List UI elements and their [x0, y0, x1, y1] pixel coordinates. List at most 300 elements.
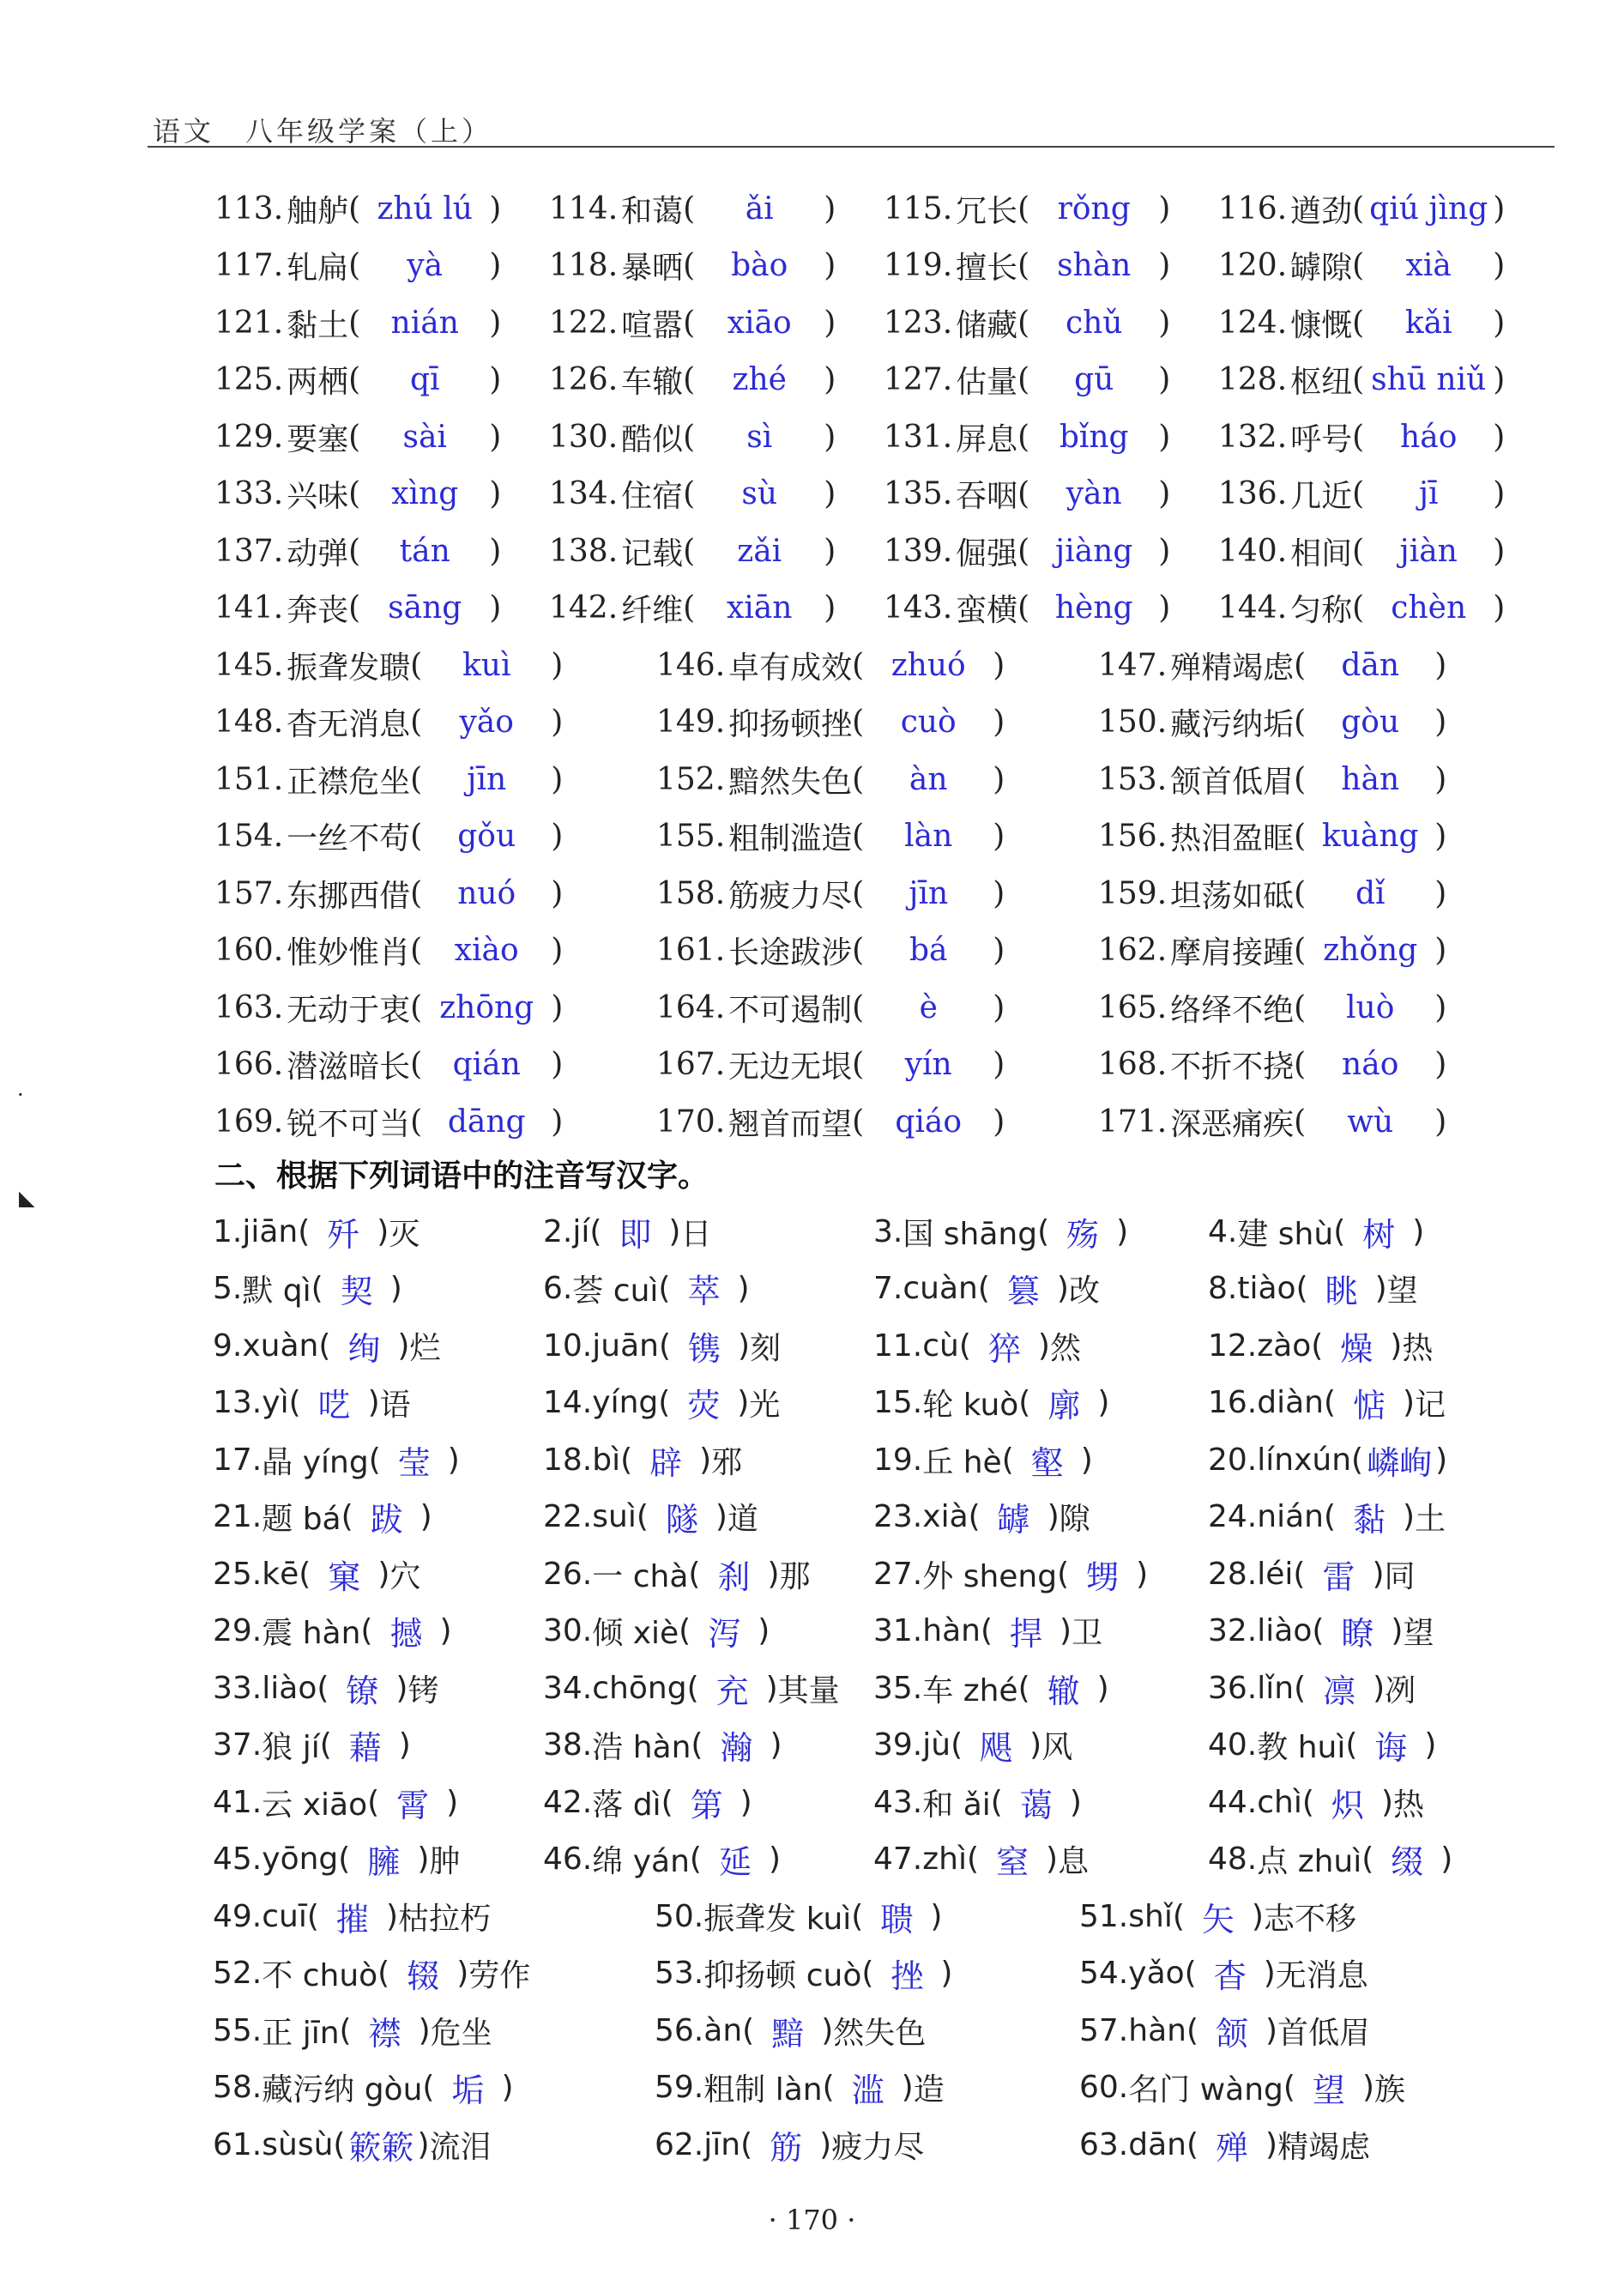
answer-item: [213, 1779, 543, 1826]
item-character-answer: 炽: [1331, 1786, 1364, 1824]
answer-item: [213, 1665, 543, 1712]
item-word: 无动于衷: [287, 992, 411, 1028]
answer-item: [656, 1100, 1098, 1144]
item-number: 58.: [213, 2070, 263, 2106]
answer-row: [214, 352, 1553, 409]
close-paren: ): [385, 1898, 398, 1934]
answer-item: [1079, 1893, 1508, 1940]
answer-item: [1218, 301, 1553, 345]
answer-item: [1208, 1665, 1551, 1712]
close-paren: ): [824, 590, 836, 626]
answer-item: [656, 872, 1098, 916]
item-character-answer: 辟: [649, 1443, 683, 1482]
open-paren: (: [1293, 1556, 1306, 1592]
close-paren: ): [993, 761, 1005, 797]
item-pinyin-prompt: zhì: [922, 1842, 967, 1878]
item-pinyin-answer: jīn: [467, 761, 507, 797]
answer-item: [1208, 1322, 1551, 1370]
answer-item: [884, 415, 1218, 459]
close-paren: ): [668, 1213, 681, 1249]
open-paren: (: [1352, 362, 1365, 398]
item-pinyin-prompt: 绵 yán: [592, 1844, 690, 1880]
item-pinyin-answer: qiáo: [895, 1104, 963, 1140]
open-paren: (: [348, 248, 361, 284]
item-pinyin-prompt: 藏污纳 gòu: [262, 2072, 423, 2108]
close-paren: ): [1434, 1104, 1447, 1140]
item-word: 匀称: [1290, 593, 1353, 629]
answer-row: [213, 1831, 1551, 1889]
open-paren: (: [318, 1328, 331, 1364]
answer-item: [873, 1493, 1208, 1540]
item-character-answer: 缀: [1391, 1843, 1424, 1882]
answer-item: [873, 1322, 1208, 1370]
close-paren: ): [1434, 1047, 1447, 1083]
close-paren: ): [1096, 1670, 1109, 1706]
item-number: 28.: [1208, 1556, 1258, 1592]
item-number: 61.: [213, 2126, 263, 2162]
close-paren: ): [551, 705, 564, 741]
item-number: 11.: [873, 1328, 923, 1364]
item-number: 151.: [214, 761, 284, 797]
answer-item: [549, 187, 884, 231]
answer-item: [214, 358, 549, 402]
item-number: 63.: [1079, 2126, 1129, 2162]
answer-row: [214, 808, 1553, 866]
item-number: 19.: [873, 1442, 923, 1478]
item-character-answer: 镣: [346, 1672, 379, 1710]
close-paren: ): [1265, 2012, 1278, 2048]
item-number: 128.: [1218, 362, 1288, 398]
item-pinyin-prompt: jiān: [242, 1213, 299, 1249]
answer-row: [213, 2116, 1551, 2174]
answer-row: [213, 1717, 1551, 1775]
item-pinyin-prompt: liào: [1257, 1613, 1313, 1649]
item-number: 167.: [656, 1047, 726, 1083]
item-suffix: 族: [1373, 2072, 1405, 2108]
answer-item: [1208, 1265, 1551, 1312]
open-paren: (: [1057, 1556, 1070, 1592]
answer-item: [214, 928, 656, 972]
answer-item: [873, 1721, 1208, 1769]
open-paren: (: [338, 1842, 351, 1878]
close-paren: ): [551, 761, 564, 797]
item-pinyin-prompt: 建 shù: [1237, 1216, 1334, 1252]
close-paren: ): [699, 1442, 712, 1478]
close-paren: ): [389, 1271, 402, 1307]
answer-row: [214, 238, 1553, 295]
open-paren: (: [1311, 1328, 1324, 1364]
close-paren: ): [1493, 362, 1506, 398]
close-paren: ): [1158, 362, 1171, 398]
open-paren: (: [1294, 989, 1307, 1025]
margin-mark: ◣: [19, 1186, 35, 1210]
item-character-answer: 黯: [771, 2014, 805, 2053]
item-character-answer: 摧: [335, 1900, 369, 1938]
item-pinyin-prompt: nián: [1257, 1499, 1324, 1535]
item-number: 157.: [214, 875, 284, 911]
item-character-answer: 凛: [1323, 1672, 1356, 1710]
answer-item: [213, 1379, 543, 1426]
item-number: 140.: [1218, 533, 1288, 569]
open-paren: (: [636, 1499, 649, 1535]
item-pinyin-prompt: 落 dì: [592, 1787, 661, 1823]
open-paren: (: [683, 590, 696, 626]
close-paren: ): [395, 1670, 408, 1706]
answer-item: [213, 1721, 543, 1769]
item-character-answer: 矢: [1201, 1900, 1235, 1938]
open-paren: (: [589, 1213, 602, 1249]
open-paren: (: [410, 819, 423, 855]
item-pinyin-prompt: 云 xiāo: [262, 1787, 368, 1823]
open-paren: (: [691, 1727, 703, 1763]
open-paren: (: [1301, 1784, 1314, 1820]
answer-item: [1098, 758, 1540, 801]
item-word: 长途跋涉: [728, 935, 853, 971]
close-paren: ): [1069, 1784, 1082, 1820]
item-number: 26.: [543, 1556, 593, 1592]
item-character-answer: 甥: [1086, 1557, 1120, 1596]
open-paren: (: [1351, 1442, 1364, 1478]
item-pinyin-answer: qián: [452, 1047, 521, 1083]
close-paren: ): [1434, 819, 1447, 855]
close-paren: ): [1424, 1727, 1437, 1763]
close-paren: ): [770, 1727, 782, 1763]
item-number: 159.: [1098, 875, 1168, 911]
item-suffix: 劳作: [468, 1958, 531, 1994]
character-answer-section: [213, 1203, 1551, 2174]
item-character-answer: 第: [690, 1786, 723, 1824]
answer-item: [1208, 1721, 1551, 1769]
open-paren: (: [686, 1670, 699, 1706]
answer-item: [1079, 2121, 1508, 2168]
answer-item: [214, 644, 656, 687]
item-word: 记载: [621, 535, 684, 572]
item-pinyin-prompt: suì: [592, 1499, 637, 1535]
item-pinyin-answer: nuó: [457, 875, 516, 911]
item-number: 53.: [655, 1956, 704, 1992]
item-number: 121.: [214, 305, 284, 341]
answer-row: [213, 1375, 1551, 1432]
close-paren: ): [1116, 1213, 1129, 1249]
close-paren: ): [417, 1842, 430, 1878]
close-paren: ): [551, 875, 564, 911]
item-suffix: 隙: [1059, 1502, 1090, 1538]
item-number: 24.: [1208, 1499, 1258, 1535]
item-suffix: 记: [1415, 1388, 1446, 1424]
answer-item: [656, 644, 1098, 687]
open-paren: (: [661, 1784, 673, 1820]
open-paren: (: [1352, 305, 1365, 341]
close-paren: ): [824, 476, 836, 512]
open-paren: (: [368, 1442, 381, 1478]
answer-item: [549, 472, 884, 516]
close-paren: ): [1435, 1442, 1448, 1478]
item-word: 遒劲: [1290, 193, 1353, 229]
item-character-answer: 垢: [451, 2071, 485, 2110]
pinyin-answer-section: [214, 180, 1553, 1151]
item-character-answer: 滥: [851, 2071, 884, 2110]
item-pinyin-answer: xiào: [454, 933, 519, 969]
answer-row: [214, 180, 1553, 238]
item-pinyin-prompt: tiào: [1237, 1271, 1296, 1307]
open-paren: (: [1017, 362, 1030, 398]
answer-item: [213, 1551, 543, 1598]
answer-row: [213, 1660, 1551, 1717]
item-character-answer: 撼: [389, 1615, 423, 1654]
close-paren: ): [551, 989, 564, 1025]
item-pinyin-prompt: xuàn: [242, 1328, 319, 1364]
answer-item: [214, 301, 549, 345]
item-character-answer: 簌簌: [348, 2128, 414, 2167]
close-paren: ): [1080, 1442, 1093, 1478]
close-paren: ): [1047, 1499, 1060, 1535]
item-number: 4.: [1208, 1213, 1238, 1249]
item-pinyin-answer: xiān: [726, 590, 793, 626]
item-pinyin-prompt: cù: [922, 1328, 959, 1364]
open-paren: (: [410, 1047, 423, 1083]
answer-item: [1218, 244, 1553, 287]
margin-mark: ·: [17, 1083, 24, 1107]
item-word: 摩肩接踵: [1170, 935, 1295, 971]
answer-item: [1218, 415, 1553, 459]
item-pinyin-prompt: yíng: [592, 1385, 659, 1421]
close-paren: ): [993, 933, 1005, 969]
answer-item: [884, 586, 1218, 630]
item-pinyin-prompt: 不 chuò: [262, 1958, 378, 1994]
close-paren: ): [1380, 1784, 1393, 1820]
close-paren: ): [993, 705, 1005, 741]
answer-row: [214, 466, 1553, 523]
open-paren: (: [1294, 647, 1307, 683]
answer-item: [884, 244, 1218, 287]
answer-item: [213, 2007, 655, 2054]
item-word: 黏土: [287, 307, 349, 343]
item-number: 30.: [543, 1613, 593, 1649]
close-paren: ): [715, 1499, 727, 1535]
open-paren: (: [852, 1047, 865, 1083]
item-pinyin-prompt: chì: [1257, 1784, 1302, 1820]
close-paren: ): [993, 1104, 1005, 1140]
close-paren: ): [1158, 305, 1171, 341]
open-paren: (: [620, 1442, 633, 1478]
open-paren: (: [341, 1499, 353, 1535]
item-character-answer: 聩: [880, 1900, 914, 1938]
item-character-answer: 殚: [1216, 2128, 1249, 2167]
item-suffix: 光: [749, 1388, 781, 1424]
open-paren: (: [990, 1784, 1003, 1820]
close-paren: ): [824, 533, 836, 569]
item-number: 22.: [543, 1499, 593, 1535]
item-character-answer: 颔: [1216, 2014, 1249, 2053]
item-number: 160.: [214, 933, 284, 969]
answer-item: [1208, 1436, 1551, 1484]
open-paren: (: [1324, 1385, 1337, 1421]
answer-item: [1208, 1208, 1551, 1255]
open-paren: (: [348, 590, 361, 626]
item-number: 57.: [1079, 2012, 1129, 2048]
item-suffix: 邪: [711, 1444, 743, 1480]
item-pinyin-answer: jiàn: [1399, 533, 1458, 569]
answer-item: [214, 529, 549, 573]
item-number: 136.: [1218, 476, 1288, 512]
answer-item: [884, 358, 1218, 402]
close-paren: ): [1434, 647, 1447, 683]
close-paren: ): [1265, 2126, 1278, 2162]
item-character-answer: 惦: [1353, 1387, 1386, 1425]
item-number: 132.: [1218, 419, 1288, 455]
answer-item: [214, 1100, 656, 1144]
open-paren: (: [410, 647, 423, 683]
open-paren: (: [980, 1613, 993, 1649]
item-number: 165.: [1098, 989, 1168, 1025]
close-paren: ): [489, 590, 502, 626]
item-suffix: 流泪: [429, 2129, 492, 2165]
item-word: 潜滋暗长: [287, 1049, 411, 1086]
close-paren: ): [824, 248, 836, 284]
item-number: 162.: [1098, 933, 1168, 969]
item-pinyin-prompt: línxún: [1257, 1442, 1352, 1478]
item-number: 139.: [884, 533, 953, 569]
item-number: 25.: [213, 1556, 263, 1592]
answer-item: [873, 1836, 1208, 1883]
close-paren: ): [397, 1328, 410, 1364]
item-pinyin-answer: zhé: [732, 362, 787, 398]
item-number: 123.: [884, 305, 953, 341]
answer-item: [873, 1779, 1208, 1826]
open-paren: (: [1345, 1727, 1358, 1763]
answer-item: [1079, 1950, 1508, 1997]
answer-item: [656, 758, 1098, 801]
item-number: 6.: [543, 1271, 573, 1307]
item-number: 35.: [873, 1670, 923, 1706]
answer-item: [543, 1779, 873, 1826]
item-pinyin-prompt: 荟 cuì: [572, 1273, 659, 1309]
close-paren: ): [1434, 989, 1447, 1025]
close-paren: ): [489, 305, 502, 341]
item-pinyin-prompt: yì: [262, 1385, 289, 1421]
item-character-answer: 廓: [1047, 1387, 1081, 1425]
item-word: 藏污纳垢: [1170, 707, 1295, 743]
close-paren: ): [489, 362, 502, 398]
close-paren: ): [1158, 419, 1171, 455]
close-paren: ): [1060, 1613, 1072, 1649]
close-paren: ): [993, 1047, 1005, 1083]
item-number: 23.: [873, 1499, 923, 1535]
item-character-answer: 藉: [348, 1729, 382, 1768]
open-paren: (: [333, 2126, 346, 2162]
open-paren: (: [851, 1898, 864, 1934]
answer-item: [656, 1043, 1098, 1086]
item-character-answer: 瞭: [1341, 1615, 1374, 1654]
item-pinyin-prompt: diàn: [1257, 1385, 1324, 1421]
item-suffix: 然失色: [833, 2015, 927, 2051]
item-word: 擅长: [956, 251, 1018, 287]
answer-item: [214, 700, 656, 744]
item-number: 156.: [1098, 819, 1168, 855]
close-paren: ): [501, 2070, 514, 2106]
close-paren: ): [738, 1328, 751, 1364]
open-paren: (: [1186, 2012, 1199, 2048]
item-character-answer: 瀚: [720, 1729, 753, 1768]
answer-item: [213, 1208, 543, 1255]
item-number: 158.: [656, 875, 726, 911]
item-suffix: 卫: [1072, 1616, 1103, 1652]
item-word: 振聋发聩: [287, 650, 411, 686]
item-word: 几近: [1290, 479, 1353, 515]
item-character-answer: 霄: [396, 1786, 430, 1824]
item-pinyin-answer: yà: [407, 248, 444, 284]
item-suffix: 灭: [389, 1216, 420, 1252]
answer-item: [214, 872, 656, 916]
item-pinyin-answer: shū niǔ: [1371, 362, 1487, 398]
item-word: 住宿: [621, 479, 684, 515]
section-heading: 二、根据下列词语中的注音写汉字。: [214, 1158, 709, 1194]
answer-item: [1098, 872, 1540, 916]
close-paren: ): [1493, 533, 1506, 569]
item-word: 翘首而望: [728, 1106, 853, 1142]
item-character-answer: 雷: [1322, 1557, 1355, 1596]
item-character-answer: 望: [1312, 2071, 1345, 2110]
open-paren: (: [1184, 1956, 1197, 1992]
answer-item: [884, 472, 1218, 516]
item-suffix: 精竭虑: [1277, 2129, 1371, 2165]
close-paren: ): [1158, 476, 1171, 512]
answer-row: [214, 1093, 1553, 1151]
item-number: 149.: [656, 705, 726, 741]
answer-item: [543, 1265, 873, 1312]
item-number: 39.: [873, 1727, 923, 1763]
answer-item: [214, 187, 549, 231]
answer-item: [656, 986, 1098, 1030]
close-paren: ): [489, 191, 502, 227]
item-word: 深恶痛疾: [1170, 1106, 1295, 1142]
item-pinyin-answer: hàn: [1341, 761, 1400, 797]
item-number: 45.: [213, 1842, 263, 1878]
item-pinyin-prompt: zào: [1257, 1328, 1312, 1364]
item-number: 155.: [656, 819, 726, 855]
answer-item: [543, 1836, 873, 1883]
close-paren: ): [765, 1670, 778, 1706]
open-paren: (: [1352, 191, 1365, 227]
answer-item: [1098, 1100, 1540, 1144]
close-paren: ): [1373, 1670, 1386, 1706]
open-paren: (: [951, 1727, 963, 1763]
item-character-answer: 辍: [407, 1957, 440, 1996]
answer-row: [213, 2002, 1551, 2059]
answer-item: [655, 2121, 1079, 2168]
close-paren: ): [819, 2126, 832, 2162]
answer-item: [543, 1208, 873, 1255]
open-paren: (: [410, 761, 423, 797]
item-number: 56.: [655, 2012, 704, 2048]
close-paren: ): [901, 2070, 914, 2106]
answer-item: [1098, 986, 1540, 1030]
close-paren: ): [1412, 1213, 1425, 1249]
answer-item: [214, 814, 656, 858]
item-number: 54.: [1079, 1956, 1129, 1992]
item-number: 114.: [549, 191, 619, 227]
item-pinyin-answer: chǔ: [1065, 305, 1123, 341]
open-paren: (: [1323, 1499, 1337, 1535]
item-number: 134.: [549, 476, 619, 512]
item-number: 143.: [884, 590, 953, 626]
close-paren: ): [1158, 191, 1171, 227]
item-number: 44.: [1208, 1784, 1258, 1820]
answer-item: [655, 1950, 1079, 1997]
item-pinyin-answer: qiú jìng: [1369, 191, 1488, 227]
item-suffix: 疲力尽: [831, 2129, 925, 2165]
answer-item: [543, 1721, 873, 1769]
